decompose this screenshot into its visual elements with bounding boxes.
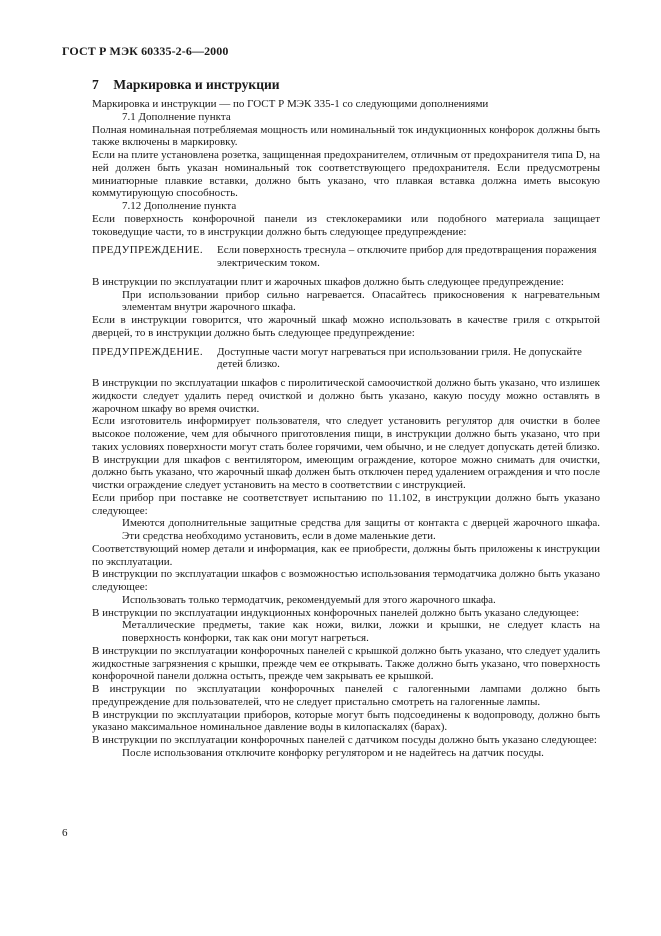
section-heading: [92, 77, 280, 93]
paragraph: Если поверхность конфорочной панели из стеклокерамики или подобного материала защищает токоведущие части, то в инструкции должно быть следующее предупреждение:: [92, 212, 600, 238]
paragraph: В инструкции по эксплуатации конфорочных панелей с галогенными лампами должно быть предупреждение для пользователей, что не следует пристально смотреть на галогенные лампы.: [92, 683, 600, 708]
warning-block: [92, 346, 600, 372]
clause-heading: 7.12 Дополнение пункта: [122, 200, 237, 212]
quoted-instruction: При использовании прибор сильно нагревается. Опасайтесь прикосновения к нагревательным элементам внутри жарочного шкафа.: [122, 288, 600, 314]
section-title: Маркировка и инструкции: [113, 77, 280, 92]
paragraph: В инструкции по эксплуатации шкафов с возможностью использования термодатчика должно быть указано следующее:: [92, 568, 600, 593]
paragraph: В инструкции по эксплуатации плит и жарочных шкафов должно быть следующее предупреждение:: [92, 275, 564, 288]
warning-text: Доступные части могут нагреваться при использовании гриля. Не допускайте детей близко.: [217, 345, 582, 371]
document-code-header: ГОСТ Р МЭК 60335-2-6—2000: [62, 44, 229, 58]
paragraph: Маркировка и инструкции — по ГОСТ Р МЭК 335-1 со следующими дополнениями: [92, 98, 489, 110]
warning-label: ПРЕДУПРЕЖДЕНИЕ.: [92, 345, 203, 358]
paragraph: В инструкции по эксплуатации конфорочных панелей с датчиком посуды должно быть указано следующее:: [92, 734, 597, 746]
paragraph: В инструкции для шкафов с вентилятором, имеющим ограждение, которое можно снимать для очистки, должно быть указано, что жарочный шкаф должен быть отключен перед удалением ограждения и что после чистки ограждение следует установить на место в соответствии с инструкцией.: [92, 453, 600, 491]
warning-text: Если поверхность треснула – отключите прибор для предотвращения поражения электрическим током.: [217, 244, 597, 269]
paragraph: Если изготовитель информирует пользователя, что следует установить регулятор для очистки в более высокое положение, чем для обычного приготовления пищи, в инструкции должно быть указано, что при таких условиях поверхности могут стать более горячими, чем обычно, и не следует допускать детей близко.: [92, 415, 600, 453]
section-number: 7: [92, 77, 99, 92]
quoted-instruction: После использования отключите конфорку регулятором и не надейтесь на датчик посуды.: [122, 746, 544, 759]
quoted-instruction: Имеются дополнительные защитные средства для защиты от контакта с дверцей жарочного шкафа. Эти средства необходимо установить, если в доме маленькие дети.: [122, 517, 600, 542]
warning-label: ПРЕДУПРЕЖДЕНИЕ.: [92, 244, 203, 257]
paragraph: В инструкции по эксплуатации шкафов с пиролитической самоочисткой должно быть указано, что излишек жидкости следует удалить перед очисткой и должно быть указано, какую посуду можно оставлять в жарочном шкафу во время очистки.: [92, 377, 600, 415]
warning-block: [92, 244, 600, 270]
paragraph: Если прибор при поставке не соответствует испытанию по 11.102, в инструкции должно быть указано следующее:: [92, 491, 600, 517]
paragraph: Соответствующий номер детали и информация, как ее приобрести, должны быть приложены к инструкции по эксплуатации.: [92, 542, 600, 568]
paragraph: В инструкции по эксплуатации индукционных конфорочных панелей должно быть указано следующее:: [92, 606, 580, 619]
paragraph: В инструкции по эксплуатации приборов, которые могут быть подсоединены к водопроводу, должно быть указано максимальное номинальное давление воды в килопаскалях (барах).: [92, 708, 600, 734]
paragraph: Если в инструкции говорится, что жарочный шкаф можно использовать в качестве гриля с открытой дверцей, то в инструкции должно быть следующее предупреждение:: [92, 314, 600, 339]
page-number: 6: [62, 827, 68, 839]
document-body: [92, 98, 600, 760]
quoted-instruction: Использовать только термодатчик, рекомендуемый для этого жарочного шкафа.: [122, 593, 496, 606]
clause-heading: 7.1 Дополнение пункта: [122, 110, 231, 123]
paragraph: В инструкции по эксплуатации конфорочных панелей с крышкой должно быть указано, что следует удалить жидкостные загрязнения с крышки, прежде чем ее открывать. Также должно быть указано, что поверхность конфорочной панели должна остыть, прежде чем закрывать ее крышкой.: [92, 644, 600, 683]
paragraph: Если на плите установлена розетка, защищенная предохранителем, отличным от предохранителя типа D, на ней должен быть указан номинальный ток соответствующего предохранителя. Если предусмотрены миниатюрные плавкие вставки, должно быть указано, что плавкая вставка должна иметь высокую коммутирующую способность.: [92, 149, 600, 200]
paragraph: Полная номинальная потребляемая мощность или номинальный ток индукционных конфорок должны быть также включены в маркировку.: [92, 123, 600, 149]
quoted-instruction: Металлические предметы, такие как ножи, вилки, ложки и крышки, не следует класть на поверхность конфорки, так как они могут нагреться.: [122, 619, 600, 644]
